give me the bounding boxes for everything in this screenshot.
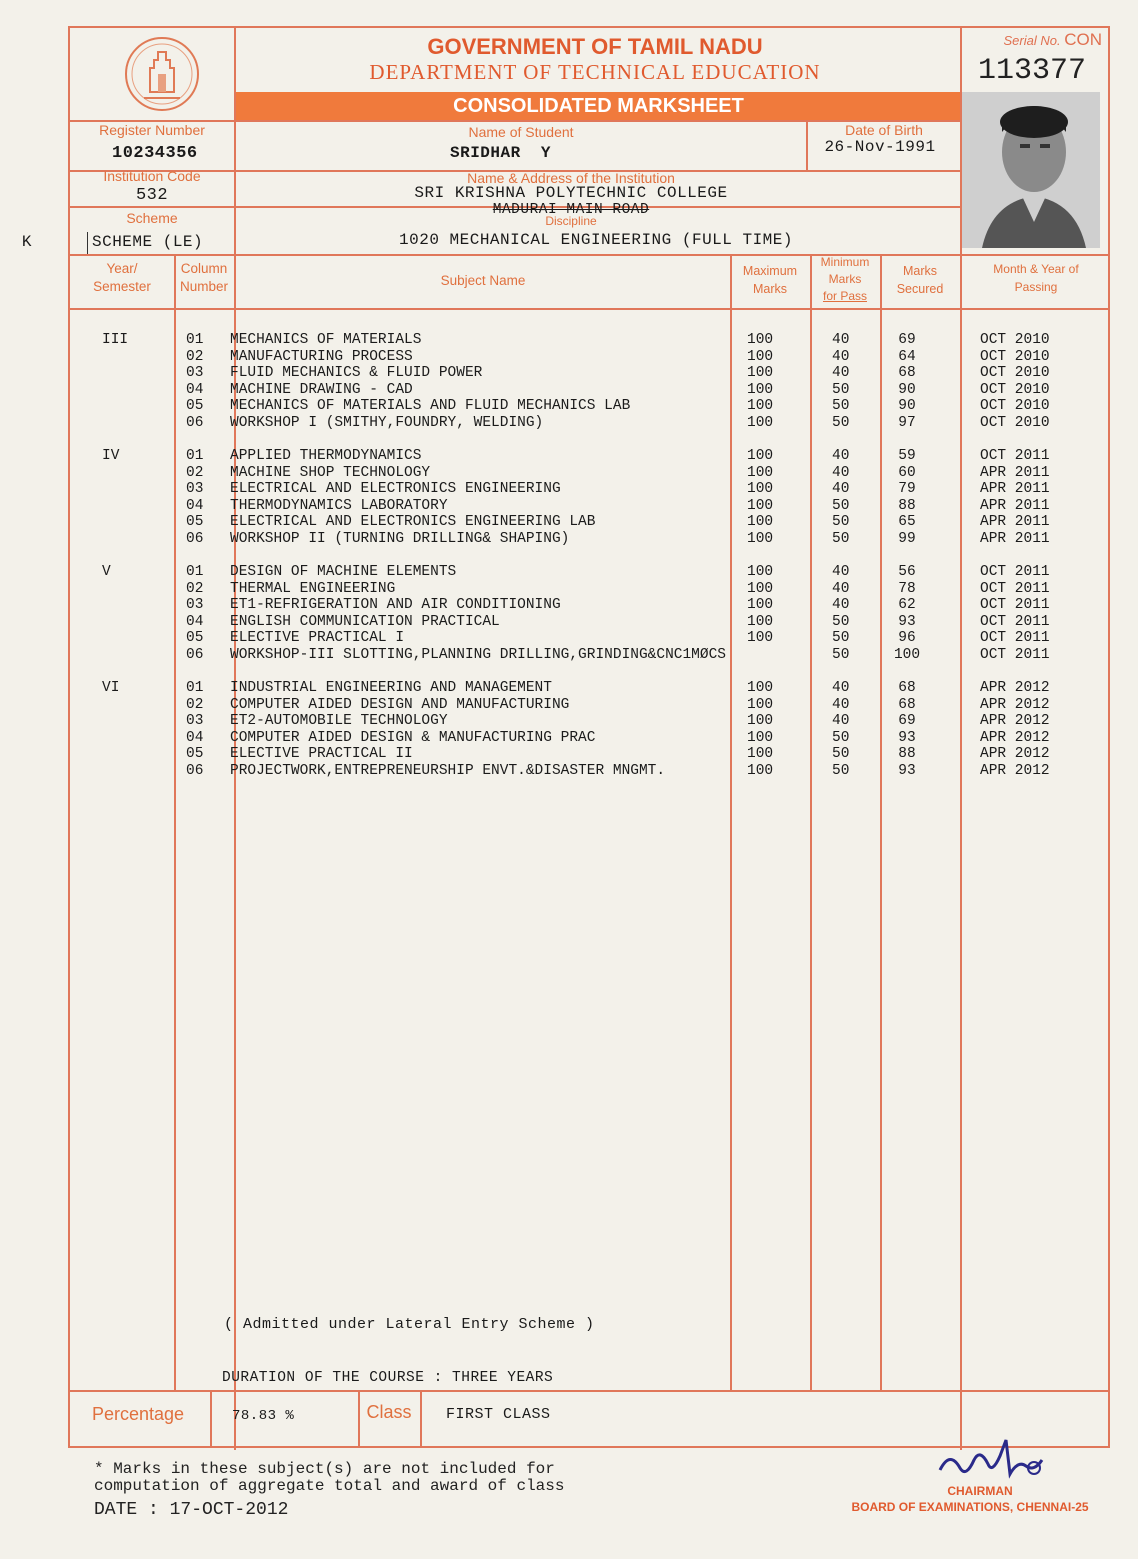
header-semester: Year/ Semester [93,261,151,294]
footer-note-line1: * Marks in these subject(s) are not included for [94,1460,555,1478]
subject-name: ET2-AUTOMOBILE TECHNOLOGY [230,713,448,730]
subject-name: ELECTIVE PRACTICAL I [230,630,405,647]
marks-secured: 68 [898,680,916,696]
semester-label: IV [102,448,120,464]
month-year-passing: OCT 2011 [980,580,1050,597]
column-number: 05 [186,398,204,415]
serial-number: 113377 [977,54,1087,88]
min-marks: 40 [832,597,850,614]
marks-secured: 93 [898,763,916,779]
footer-note-line2: computation of aggregate total and award of class [94,1477,565,1495]
column-number: 03 [186,713,204,730]
institution-code-label: Institution Code [103,168,201,184]
month-year-passing: OCT 2011 [980,564,1050,580]
column-number: 05 [186,630,204,647]
column-number: 02 [186,580,204,597]
min-marks: 50 [832,531,850,547]
column-number: 02 [186,696,204,713]
board-label: BOARD OF EXAMINATIONS, CHENNAI-25 [851,1500,1089,1514]
month-year-passing: APR 2011 [980,464,1050,481]
min-marks: 40 [832,365,850,382]
issue-date: DATE : 17-OCT-2012 [94,1500,289,1520]
subject-name: THERMAL ENGINEERING [230,580,396,597]
min-marks: 40 [832,680,850,696]
column-number: 03 [186,597,204,614]
column-number: 06 [186,531,204,547]
month-year-passing: APR 2012 [980,729,1050,746]
discipline-value: 1020 MECHANICAL ENGINEERING (FULL TIME) [399,231,793,249]
institution-code: 532 [135,186,169,205]
subject-name: ELECTRICAL AND ELECTRONICS ENGINEERING [230,481,561,498]
marks-secured: 59 [898,448,916,464]
max-marks: 100 [747,464,774,481]
subject-name: THERMODYNAMICS LABORATORY [230,497,448,514]
marksheet [21,26,1110,1448]
month-year-passing: APR 2011 [980,531,1050,547]
max-marks: 100 [747,696,774,713]
month-year-passing: OCT 2011 [980,647,1050,663]
max-marks: 100 [747,448,774,464]
max-marks: 100 [747,365,774,382]
min-marks: 50 [832,514,850,531]
scheme-value: SCHEME (LE) [92,233,204,251]
month-year-passing: APR 2011 [980,514,1050,531]
min-marks: 40 [832,464,850,481]
marks-secured: 93 [898,729,916,746]
banner-title: CONSOLIDATED MARKSHEET [453,95,744,117]
max-marks: 100 [747,630,774,647]
marks-secured: 90 [898,398,916,415]
month-year-passing: OCT 2010 [980,415,1050,431]
date-of-birth: 26-Nov-1991 [824,138,936,156]
max-marks: 100 [747,680,774,696]
scheme-label: Scheme [126,210,178,226]
subject-name: WORKSHOP I (SMITHY,FOUNDRY, WELDING) [230,415,544,431]
max-marks: 100 [747,580,774,597]
max-marks: 100 [747,481,774,498]
max-marks: 100 [747,613,774,630]
chairman-signature [930,1430,1050,1490]
month-year-passing: APR 2011 [980,497,1050,514]
month-year-passing: APR 2011 [980,481,1050,498]
subject-name: DESIGN OF MACHINE ELEMENTS [230,564,457,580]
marks-secured: 65 [898,514,916,531]
column-number: 01 [186,332,204,348]
subject-name: WORKSHOP-III SLOTTING,PLANNING DRILLING,GRINDING&CNC1MØCS [230,647,726,663]
subject-name: MECHANICS OF MATERIALS [230,332,422,348]
column-number: 05 [186,746,204,763]
max-marks: 100 [747,763,774,779]
header-secured: Marks Secured [896,264,944,296]
min-marks: 50 [832,763,850,779]
marks-secured: 100 [893,647,921,663]
month-year-passing: OCT 2011 [980,597,1050,614]
month-year-passing: OCT 2011 [980,448,1050,464]
column-number: 04 [186,613,204,630]
column-number: 02 [186,348,204,365]
month-year-passing: OCT 2011 [980,630,1050,647]
max-marks: 100 [747,713,774,730]
subject-name: MANUFACTURING PROCESS [230,348,413,365]
percentage-value: 78.83 % [232,1408,295,1424]
marks-secured: 99 [898,531,916,547]
marks-secured: 69 [898,713,916,730]
column-number: 04 [186,729,204,746]
marks-secured: 78 [898,580,916,597]
column-number: 03 [186,481,204,498]
column-number: 06 [186,763,204,779]
subject-name: WORKSHOP II (TURNING DRILLING& SHAPING) [230,531,570,547]
institution-name: SRI KRISHNA POLYTECHNIC COLLEGE [414,184,728,202]
column-number: 06 [186,647,204,663]
max-marks: 100 [747,531,774,547]
min-marks: 50 [832,497,850,514]
discipline-label: Discipline [545,214,597,228]
column-number: 02 [186,464,204,481]
max-marks: 100 [747,746,774,763]
max-marks: 100 [747,332,774,348]
marks-secured: 68 [898,365,916,382]
min-marks: 50 [832,381,850,398]
subject-name: COMPUTER AIDED DESIGN & MANUFACTURING PRAC [230,729,596,746]
semester-label: V [102,564,111,580]
min-marks: 40 [832,348,850,365]
dob-label: Date of Birth [845,122,923,138]
marks-secured: 62 [898,597,916,614]
month-year-passing: OCT 2010 [980,381,1050,398]
marks-secured: 93 [898,613,916,630]
marks-table-body [2,2,1138,1002]
register-number-label: Register Number [99,122,205,138]
subject-name: MACHINE DRAWING - CAD [230,381,413,398]
min-marks: 50 [832,613,850,630]
subject-name: INDUSTRIAL ENGINEERING AND MANAGEMENT [230,680,552,696]
register-number: 10234356 [112,144,198,163]
min-marks: 40 [832,481,850,498]
serial-prefix: CON [1064,30,1102,49]
header-max: Maximum Marks [742,264,798,296]
subject-name: ET1-REFRIGERATION AND AIR CONDITIONING [230,597,561,614]
marks-secured: 69 [898,332,916,348]
institution-label: Name & Address of the Institution [467,170,675,186]
min-marks: 40 [832,564,850,580]
min-marks: 40 [832,696,850,713]
chairman-label: CHAIRMAN [947,1484,1013,1498]
subject-name: ELECTRICAL AND ELECTRONICS ENGINEERING LAB [230,514,596,531]
min-marks: 50 [832,415,850,431]
institution-address: MADURAI MAIN ROAD [492,202,650,218]
marks-secured: 88 [898,497,916,514]
column-number: 06 [186,415,204,431]
marks-secured: 79 [898,481,916,498]
month-year-passing: OCT 2010 [980,348,1050,365]
government-title: GOVERNMENT OF TAMIL NADU [427,34,763,59]
max-marks: 100 [747,497,774,514]
marks-secured: 90 [898,381,916,398]
month-year-passing: APR 2012 [980,763,1050,779]
scheme-prefix: K [21,233,32,251]
min-marks: 50 [832,647,850,663]
min-marks: 50 [832,729,850,746]
subject-name: MECHANICS OF MATERIALS AND FLUID MECHANICS LAB [230,398,631,415]
month-year-passing: OCT 2010 [980,365,1050,382]
header-passing: Month & Year of Passing [993,262,1079,294]
month-year-passing: APR 2012 [980,680,1050,696]
header-column: Column Number [179,261,228,294]
marks-secured: 88 [898,746,916,763]
serial-label: Serial No. CON [1003,30,1102,49]
header-subject: Subject Name [440,273,526,288]
max-marks: 100 [747,415,774,431]
min-marks: 40 [832,713,850,730]
marks-secured: 60 [898,464,916,481]
department-title: DEPARTMENT OF TECHNICAL EDUCATION [369,60,821,84]
max-marks: 100 [747,597,774,614]
semester-label: VI [102,680,120,696]
max-marks: 100 [747,398,774,415]
month-year-passing: OCT 2011 [980,613,1050,630]
max-marks: 100 [747,348,774,365]
max-marks: 100 [747,564,774,580]
min-marks: 50 [832,746,850,763]
marks-secured: 97 [898,415,916,431]
max-marks: 100 [747,514,774,531]
marks-secured: 56 [898,564,916,580]
subject-name: PROJECTWORK,ENTREPRENEURSHIP ENVT.&DISASTER MNGMT. [230,763,666,779]
marks-secured: 96 [898,630,916,647]
course-duration: DURATION OF THE COURSE : THREE YEARS [222,1370,554,1386]
admission-note: ( Admitted under Lateral Entry Scheme ) [224,1316,595,1333]
subject-name: MACHINE SHOP TECHNOLOGY [230,464,431,481]
column-number: 04 [186,497,204,514]
min-marks: 40 [832,332,850,348]
column-number: 03 [186,365,204,382]
subject-name: ENGLISH COMMUNICATION PRACTICAL [230,613,500,630]
semester-label: III [102,332,129,348]
percentage-label: Percentage [91,1404,185,1424]
max-marks [747,647,787,664]
month-year-passing: APR 2012 [980,713,1050,730]
column-number: 01 [186,448,204,464]
column-number: 01 [186,564,204,580]
subject-name: ELECTIVE PRACTICAL II [230,746,413,763]
min-marks: 50 [832,630,850,647]
min-marks: 40 [832,580,850,597]
max-marks: 100 [747,729,774,746]
student-name-label: Name of Student [468,124,574,140]
column-number: 01 [186,680,204,696]
marks-secured: 68 [898,696,916,713]
month-year-passing: OCT 2010 [980,332,1050,348]
class-label: Class [366,1402,412,1422]
min-marks: 40 [832,448,850,464]
column-number: 05 [186,514,204,531]
column-number: 04 [186,381,204,398]
month-year-passing: APR 2012 [980,746,1050,763]
subject-name: FLUID MECHANICS & FLUID POWER [230,365,483,382]
subject-name: APPLIED THERMODYNAMICS [230,448,422,464]
student-name: SRIDHAR Y [450,144,552,162]
month-year-passing: OCT 2010 [980,398,1050,415]
class-value: FIRST CLASS [446,1406,551,1423]
header-min: Minimum Marks for Pass [820,255,870,303]
marks-secured: 64 [898,348,916,365]
subject-name: COMPUTER AIDED DESIGN AND MANUFACTURING [230,696,570,713]
month-year-passing: APR 2012 [980,696,1050,713]
min-marks: 50 [832,398,850,415]
max-marks: 100 [747,381,774,398]
